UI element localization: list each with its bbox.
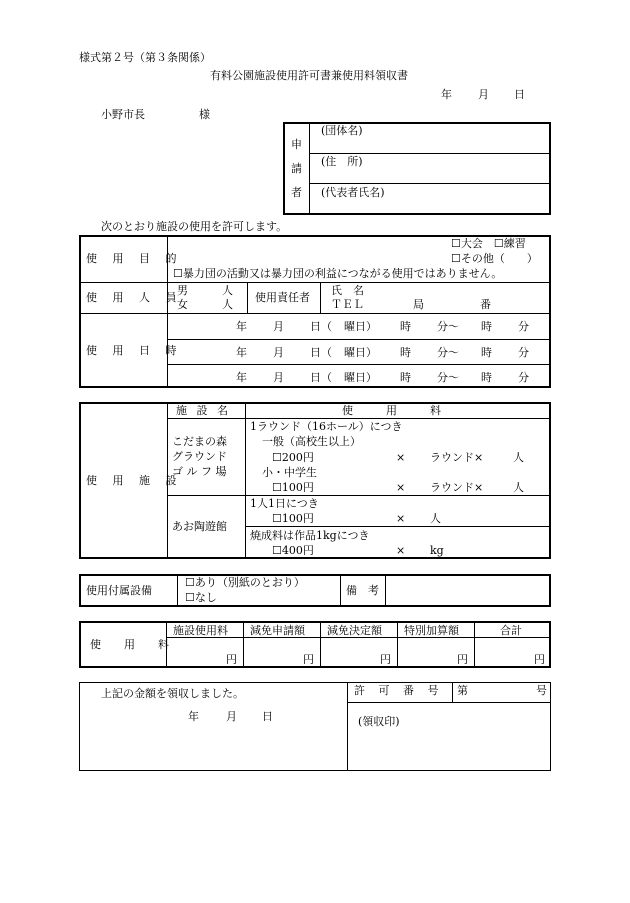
address-field[interactable]: (住 所) — [321, 155, 363, 168]
receipt-month: 月 — [226, 710, 237, 723]
dt2-minute-to: 分 — [518, 346, 529, 359]
male-label: 男 — [177, 284, 188, 297]
fees-label: 使 用 料 — [90, 638, 175, 651]
fee-unit-3: 円 — [380, 653, 391, 666]
tel-label: ＴＥＬ — [331, 298, 364, 311]
pottery-day-person: 人 — [430, 512, 441, 525]
datetime-label: 使 用 日 時 — [86, 344, 183, 357]
permit-suffix: 号 — [536, 684, 547, 697]
seal-placeholder: (領収印) — [358, 715, 400, 728]
male-unit: 人 — [222, 284, 233, 297]
date-day: 日 — [514, 88, 525, 101]
equipment-no[interactable]: ☐なし — [185, 591, 217, 604]
fee-col-reduction-decided: 減免決定額 — [327, 624, 382, 637]
pottery-day-times: × — [396, 512, 406, 525]
dt2-minute-from: 分～ — [437, 346, 459, 359]
dt2-day: 日（ — [310, 346, 332, 359]
org-name-field[interactable]: (団体名) — [321, 124, 363, 137]
facilities-label: 使 用 施 設 — [86, 474, 183, 487]
dt2-month: 月 — [273, 346, 284, 359]
dt2-hour2: 時 — [481, 346, 492, 359]
dt2-hour: 時 — [400, 346, 411, 359]
golf-general-times: × — [396, 451, 406, 464]
golf-name-3: ゴ ル フ 場 — [172, 465, 227, 478]
golf-student-price[interactable]: ☐100円 — [272, 481, 314, 494]
dt3-year: 年 — [236, 371, 247, 384]
pottery-firing-kg: kg — [430, 544, 444, 557]
dt3-minute-from: 分～ — [437, 371, 459, 384]
applicant-label-3: 者 — [291, 186, 302, 199]
pottery-per-day: 1人1日につき — [250, 497, 319, 510]
dt3-hour: 時 — [400, 371, 411, 384]
female-label: 女 — [177, 298, 188, 311]
addressee: 小野市長 — [101, 108, 145, 121]
document-title: 有料公園施設使用許可書兼使用料領収書 — [210, 69, 408, 82]
pottery-firing-times: × — [396, 544, 406, 557]
remarks-label: 備 考 — [346, 584, 379, 597]
golf-student-round: ラウンド× — [430, 481, 484, 494]
name-label: 氏 名 — [331, 284, 364, 297]
pottery-name: あお陶遊館 — [172, 520, 227, 533]
purpose-checkboxes-1[interactable]: ☐大会 ☐練習 — [451, 237, 526, 250]
fee-header: 使 用 料 — [342, 404, 441, 417]
receipt-day: 日 — [262, 710, 273, 723]
representative-field[interactable]: (代表者氏名) — [321, 186, 385, 199]
fee-col-surcharge: 特別加算額 — [404, 624, 459, 637]
fee-unit-2: 円 — [303, 653, 314, 666]
applicant-label-1: 申 — [291, 138, 302, 151]
intro-text: 次のとおり施設の使用を許可します。 — [101, 220, 288, 233]
fee-col-total: 合計 — [500, 624, 522, 637]
golf-student-person: 人 — [513, 481, 524, 494]
dt1-day: 日（ — [310, 320, 332, 333]
honorific: 様 — [199, 108, 210, 121]
applicant-label-2: 請 — [291, 162, 302, 175]
dt1-minute-to: 分 — [518, 320, 529, 333]
dt3-hour2: 時 — [481, 371, 492, 384]
form-number: 様式第２号（第３条関係） — [79, 51, 211, 64]
tel-number: 番 — [480, 298, 491, 311]
date-year: 年 — [441, 88, 452, 101]
permit-prefix: 第 — [457, 684, 468, 697]
receipt-year: 年 — [188, 710, 199, 723]
pottery-day-price[interactable]: ☐100円 — [272, 512, 314, 525]
dt2-year: 年 — [236, 346, 247, 359]
purpose-label: 使 用 目 的 — [86, 252, 183, 265]
golf-name-1: こだまの森 — [172, 435, 227, 448]
golf-general-price[interactable]: ☐200円 — [272, 451, 314, 464]
golf-general-round: ラウンド× — [430, 451, 484, 464]
dt3-minute-to: 分 — [518, 371, 529, 384]
golf-round-rate: 1ラウンド（16ホール）につき — [250, 420, 403, 433]
permit-label: 許 可 番 号 — [354, 684, 444, 697]
receipt-text: 上記の金額を領収しました。 — [101, 687, 244, 700]
dt1-hour2: 時 — [481, 320, 492, 333]
fee-unit-5: 円 — [534, 653, 545, 666]
date-month: 月 — [478, 88, 489, 101]
dt1-minute-from: 分～ — [437, 320, 459, 333]
fee-col-reduction-request: 減免申請額 — [250, 624, 305, 637]
golf-name-2: グラウンド — [172, 450, 227, 463]
golf-student-times: × — [396, 481, 406, 494]
dt1-month: 月 — [273, 320, 284, 333]
people-label: 使 用 人 員 — [86, 291, 183, 304]
golf-general: 一般（高校生以上） — [262, 435, 361, 448]
equipment-yes[interactable]: ☐あり（別紙のとおり） — [185, 576, 305, 589]
dt1-hour: 時 — [400, 320, 411, 333]
dt2-weekday: 曜日） — [344, 346, 377, 359]
female-unit: 人 — [222, 298, 233, 311]
dt1-weekday: 曜日） — [344, 320, 377, 333]
fee-unit-1: 円 — [226, 653, 237, 666]
dt3-weekday: 曜日） — [344, 371, 377, 384]
pottery-firing: 焼成料は作品1kgにつき — [250, 529, 370, 542]
tel-exchange: 局 — [413, 298, 424, 311]
facility-name-header: 施 設 名 — [176, 404, 231, 417]
equipment-label: 使用付属設備 — [86, 584, 152, 597]
pottery-firing-price[interactable]: ☐400円 — [272, 544, 314, 557]
fee-col-facility: 施設使用料 — [173, 624, 228, 637]
dt1-year: 年 — [236, 320, 247, 333]
golf-general-person: 人 — [513, 451, 524, 464]
dt3-month: 月 — [273, 371, 284, 384]
golf-student: 小・中学生 — [262, 466, 317, 479]
antisocial-checkbox[interactable]: ☐暴力団の活動又は暴力団の利益につながる使用ではありません。 — [173, 267, 503, 280]
dt3-day: 日（ — [310, 371, 332, 384]
responsible-label: 使用責任者 — [255, 291, 310, 304]
fee-unit-4: 円 — [457, 653, 468, 666]
purpose-checkboxes-2[interactable]: ☐その他（ ） — [451, 252, 538, 265]
